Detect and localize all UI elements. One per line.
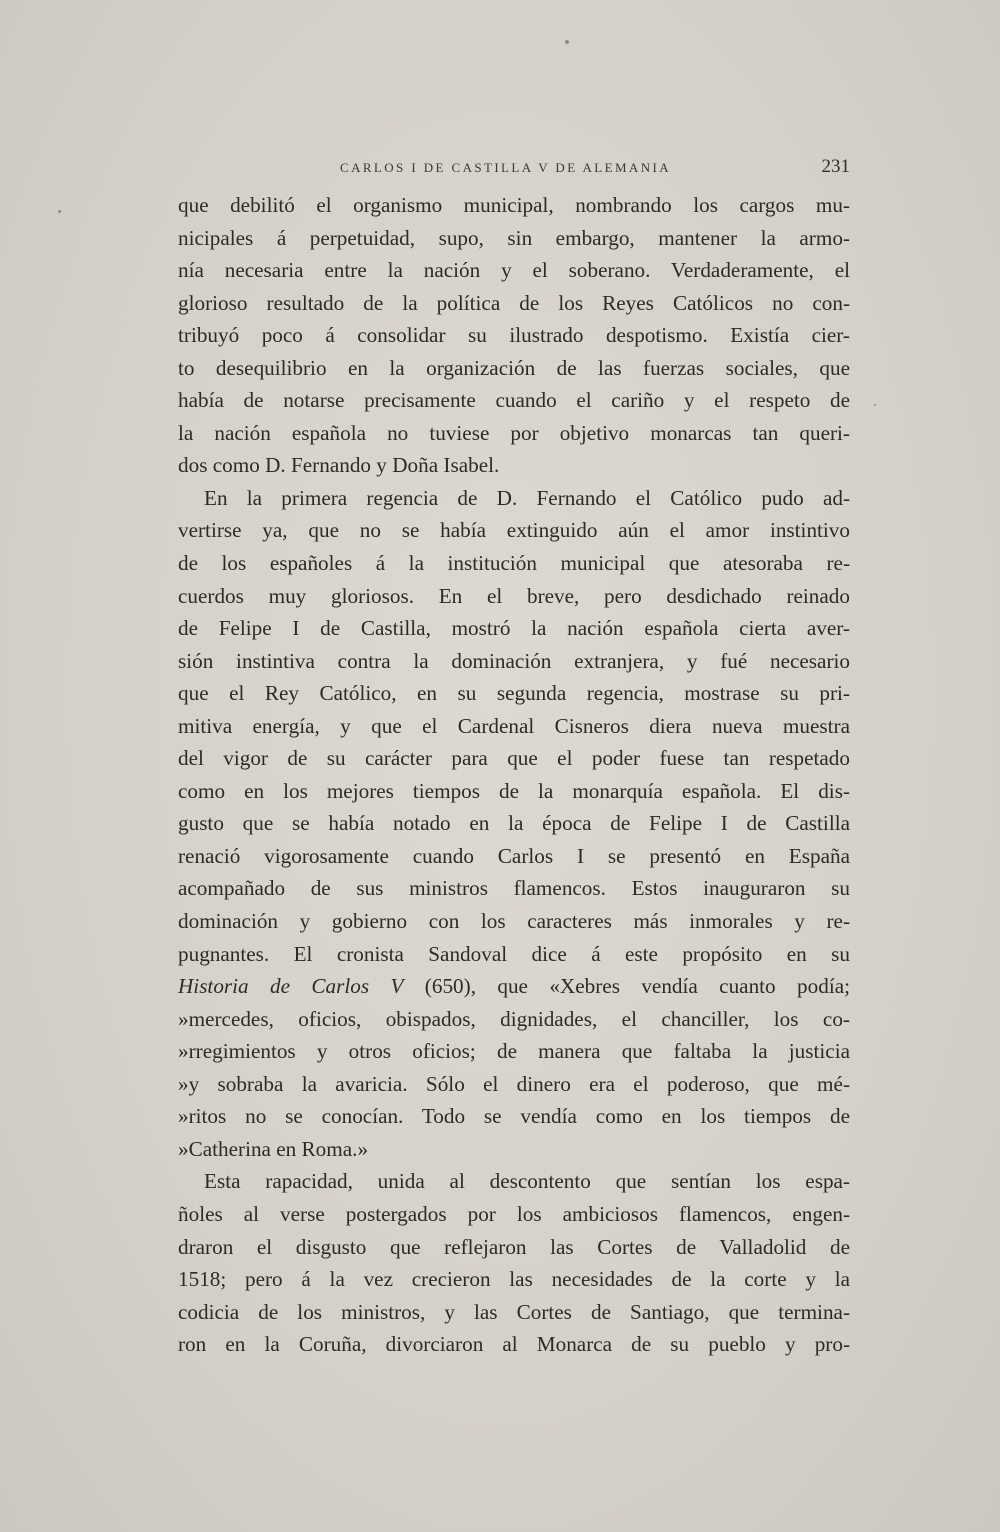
paragraph-first-line: En la primera regencia de D. Fernando el Católico pudo ad- bbox=[204, 485, 850, 510]
paper-speck bbox=[874, 404, 876, 406]
text-line: acompañado de sus ministros flamencos. Estos inauguraron su bbox=[178, 876, 850, 901]
text-line: renació vigorosamente cuando Carlos I se presentó en España bbox=[178, 843, 850, 868]
text-line: que el Rey Católico, en su segunda regencia, mostrase su pri- bbox=[178, 681, 850, 706]
text-line: como en los mejores tiempos de la monarquía española. El dis- bbox=[178, 778, 850, 803]
text-line: mitiva energía, y que el Cardenal Cisneros diera nueva muestra bbox=[178, 713, 850, 738]
page-number: 231 bbox=[821, 156, 850, 177]
line-rest: (650), que «Xebres vendía cuanto podía; bbox=[403, 974, 850, 999]
paper-speck bbox=[565, 40, 569, 44]
text-line: sión instintiva contra la dominación extranjera, y fué necesario bbox=[178, 648, 850, 673]
body-text bbox=[178, 189, 850, 1361]
text-line: »mercedes, oficios, obispados, dignidades, el chanciller, los co- bbox=[178, 1006, 850, 1031]
text-line: que debilitó el organismo municipal, nombrando los cargos mu- bbox=[178, 193, 850, 217]
text-line: la nación española no tuviese por objetivo monarcas tan queri- bbox=[178, 420, 850, 445]
text-line: dominación y gobierno con los caracteres más inmorales y re- bbox=[178, 909, 850, 934]
text-line: había de notarse precisamente cuando el cariño y el respeto de bbox=[178, 388, 850, 413]
text-line: codicia de los ministros, y las Cortes de Santiago, que termina- bbox=[178, 1299, 850, 1324]
text-line: pugnantes. El cronista Sandoval dice á este propósito en su bbox=[178, 941, 850, 966]
text-line: gusto que se había notado en la época de Felipe I de Castilla bbox=[178, 811, 850, 836]
text-line: cuerdos muy gloriosos. En el breve, pero desdichado reinado bbox=[178, 583, 850, 608]
text-line: de Felipe I de Castilla, mostró la nación española cierta aver- bbox=[178, 616, 850, 641]
paper-speck bbox=[58, 210, 61, 213]
text-line-with-book-title bbox=[178, 970, 850, 1003]
text-line: »ritos no se conocían. Todo se vendía como en los tiempos de bbox=[178, 1104, 850, 1129]
book-title: Historia de Carlos V bbox=[178, 974, 404, 999]
text-line: to desequilibrio en la organización de las fuerzas sociales, que bbox=[178, 355, 850, 380]
running-title: CARLOS I DE CASTILLA V DE ALEMANIA bbox=[340, 160, 672, 175]
running-header bbox=[178, 156, 850, 178]
text-line: 1518; pero á la vez crecieron las necesidades de la corte y la bbox=[178, 1267, 850, 1292]
text-line: del vigor de su carácter para que el poder fuese tan respetado bbox=[178, 746, 850, 771]
text-line: ñoles al verse postergados por los ambiciosos flamencos, engen- bbox=[178, 1201, 850, 1226]
text-line: »y sobraba la avaricia. Sólo el dinero era el poderoso, que mé- bbox=[178, 1071, 850, 1096]
text-line: nía necesaria entre la nación y el soberano. Verdaderamente, el bbox=[178, 258, 850, 283]
text-line: »rregimientos y otros oficios; de manera que faltaba la justicia bbox=[178, 1039, 850, 1064]
text-line: tribuyó poco á consolidar su ilustrado despotismo. Existía cier- bbox=[178, 323, 850, 348]
text-line: ron en la Coruña, divorciaron al Monarca de su pueblo y pro- bbox=[178, 1332, 850, 1357]
paragraph-end-line: dos como D. Fernando y Doña Isabel. bbox=[178, 453, 500, 478]
paragraph-first-line: Esta rapacidad, unida al descontento que sentían los espa- bbox=[204, 1169, 850, 1194]
paragraph-end-line: »Catherina en Roma.» bbox=[178, 1136, 369, 1161]
text-line: glorioso resultado de la política de los Reyes Católicos no con- bbox=[178, 290, 850, 315]
text-line: draron el disgusto que reflejaron las Cortes de Valladolid de bbox=[178, 1234, 850, 1259]
text-line: nicipales á perpetuidad, supo, sin embargo, mantener la armo- bbox=[178, 225, 850, 250]
text-line: de los españoles á la institución municipal que atesoraba re- bbox=[178, 551, 850, 576]
text-line: vertirse ya, que no se había extinguido aún el amor instintivo bbox=[178, 518, 850, 543]
